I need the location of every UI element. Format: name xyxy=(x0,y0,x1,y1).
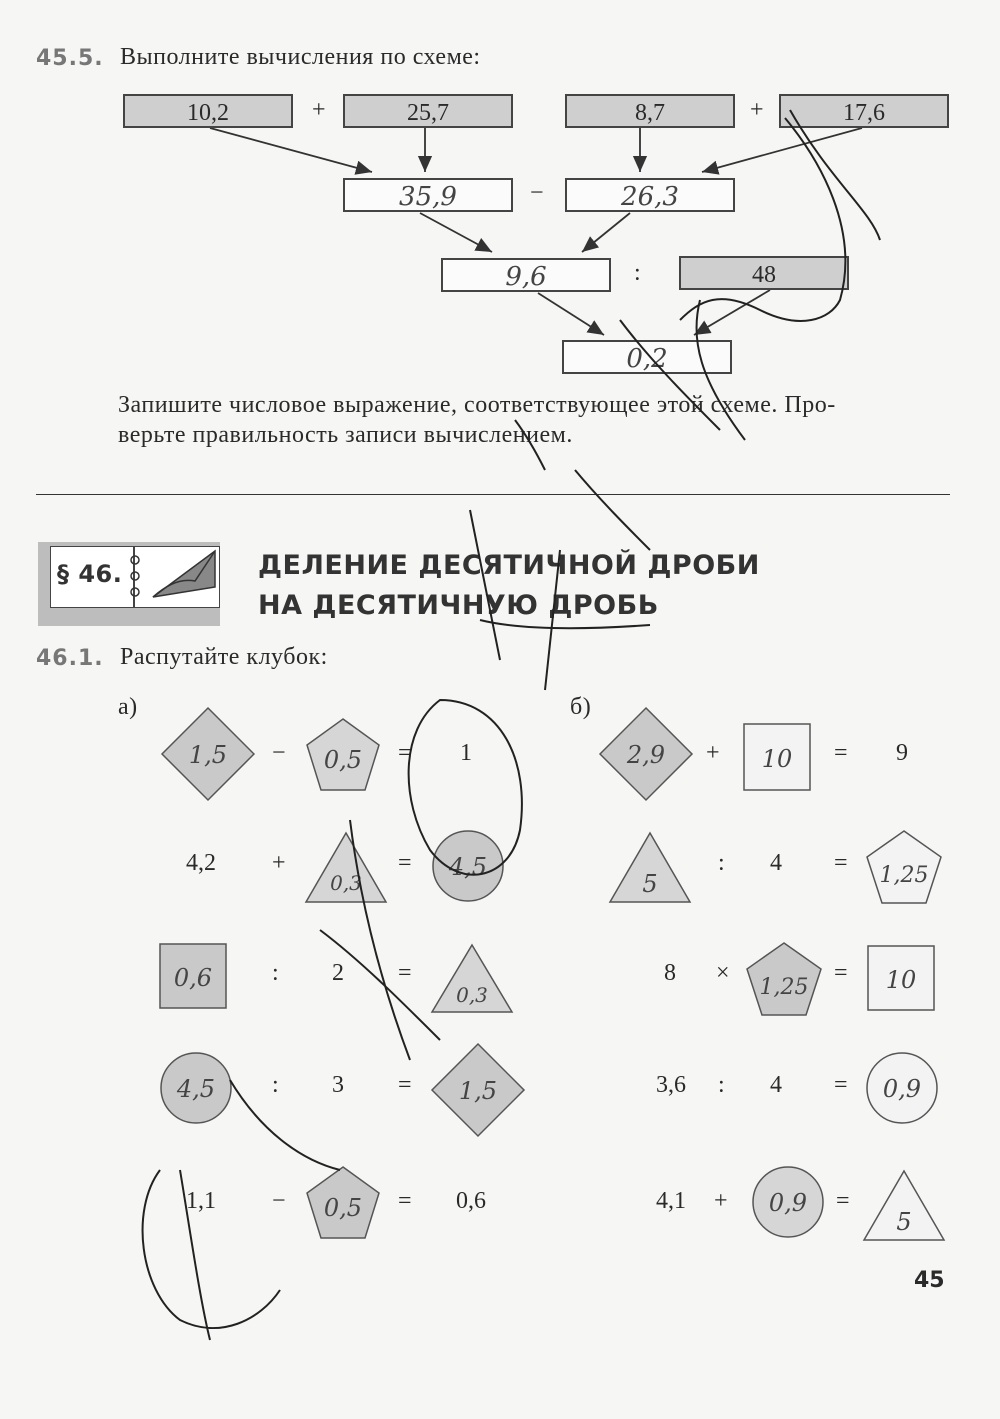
square-shape xyxy=(158,942,228,1010)
circle-shape xyxy=(864,1050,940,1126)
value: 8 xyxy=(664,960,676,986)
triangle-shape xyxy=(430,942,514,1014)
part-a-label: а) xyxy=(118,694,138,720)
pentagon-shape xyxy=(304,716,382,794)
result-value: 9 xyxy=(896,740,908,766)
operator: + xyxy=(714,1188,728,1214)
svg-text:1,5: 1,5 xyxy=(458,1077,498,1105)
scheme-box-sum1: 35,9 xyxy=(343,178,513,212)
svg-text:0,3: 0,3 xyxy=(456,983,488,1007)
value: 2 xyxy=(332,960,344,986)
pentagon-shape xyxy=(744,940,824,1018)
arrow xyxy=(582,213,630,252)
equals-sign: = xyxy=(398,850,412,876)
section-divider xyxy=(36,494,950,495)
exercise-number-45-5: 45.5. xyxy=(36,46,104,71)
triangle-shape xyxy=(862,1168,946,1242)
circle-shape xyxy=(430,828,506,904)
svg-text:0,5: 0,5 xyxy=(323,1194,363,1222)
square-shape xyxy=(866,944,936,1012)
scheme-box-divisor: 48 xyxy=(679,256,849,290)
scheme-box-a: 10,2 xyxy=(123,94,293,128)
operator: : xyxy=(272,960,279,986)
operator: + xyxy=(706,740,720,766)
operator: − xyxy=(272,740,286,766)
value: 1,1 xyxy=(186,1188,216,1214)
diamond-shape xyxy=(430,1042,526,1138)
diamond-shape xyxy=(160,706,256,802)
equals-sign: = xyxy=(398,1072,412,1098)
equals-sign: = xyxy=(398,960,412,986)
triangle-shape xyxy=(304,830,388,904)
equals-sign: = xyxy=(834,960,848,986)
svg-text:5: 5 xyxy=(642,870,658,898)
circle-shape xyxy=(750,1164,826,1240)
square-shape xyxy=(742,722,812,792)
scheme-box-b: 25,7 xyxy=(343,94,513,128)
scheme-box-c: 8,7 xyxy=(565,94,735,128)
operator: × xyxy=(716,960,730,986)
value: 3,6 xyxy=(656,1072,686,1098)
spiral-binding-icon xyxy=(128,552,142,602)
svg-text:4,5: 4,5 xyxy=(448,853,488,881)
equals-sign: = xyxy=(834,1072,848,1098)
page-number: 45 xyxy=(914,1268,945,1293)
equals-sign: = xyxy=(398,740,412,766)
svg-text:10: 10 xyxy=(761,745,793,773)
svg-text:10: 10 xyxy=(885,966,917,994)
plus-sign: + xyxy=(750,97,764,123)
exercise-instruction: Выполните вычисления по схеме: xyxy=(120,44,481,70)
arrow xyxy=(538,293,604,335)
task-text-line1: Запишите числовое выражение, соответствующее этой схеме. Про- xyxy=(118,392,836,418)
svg-text:0,9: 0,9 xyxy=(882,1075,922,1103)
equals-sign: = xyxy=(834,850,848,876)
scheme-box-diff: 9,6 xyxy=(441,258,611,292)
operator: − xyxy=(272,1188,286,1214)
triangle-shape xyxy=(608,830,692,904)
section-badge-notebook-right xyxy=(134,546,220,608)
equals-sign: = xyxy=(834,740,848,766)
value: 3 xyxy=(332,1072,344,1098)
svg-text:0,9: 0,9 xyxy=(768,1189,808,1217)
svg-text:0,6: 0,6 xyxy=(173,964,213,992)
page-curl-icon xyxy=(135,547,219,607)
equals-sign: = xyxy=(398,1188,412,1214)
equals-sign: = xyxy=(836,1188,850,1214)
result-value: 1 xyxy=(460,740,472,766)
plus-sign: + xyxy=(312,97,326,123)
svg-text:0,5: 0,5 xyxy=(323,746,363,774)
operator: : xyxy=(718,850,725,876)
exercise-number-46-1: 46.1. xyxy=(36,646,104,671)
arrow xyxy=(420,213,492,252)
operator: : xyxy=(718,1072,725,1098)
part-b-label: б) xyxy=(570,694,592,720)
task-text-line2: верьте правильность записи вычислением. xyxy=(118,422,573,448)
pentagon-shape xyxy=(864,828,944,906)
value: 4 xyxy=(770,1072,782,1098)
arrow xyxy=(694,290,770,335)
section-badge: § 46. xyxy=(57,560,123,588)
svg-text:0,3: 0,3 xyxy=(330,871,362,895)
svg-text:4,5: 4,5 xyxy=(176,1075,216,1103)
svg-text:1,25: 1,25 xyxy=(879,863,929,888)
division-sign: : xyxy=(634,260,641,286)
scheme-box-sum2: 26,3 xyxy=(565,178,735,212)
section-title-line2: НА ДЕСЯТИЧНУЮ ДРОБЬ xyxy=(258,590,659,621)
scheme-box-result: 0,2 xyxy=(562,340,732,374)
circle-shape xyxy=(158,1050,234,1126)
value: 4,1 xyxy=(656,1188,686,1214)
section-title-line1: ДЕЛЕНИЕ ДЕСЯТИЧНОЙ ДРОБИ xyxy=(258,550,760,581)
value: 4,2 xyxy=(186,850,216,876)
arrow xyxy=(210,128,372,172)
operator: + xyxy=(272,850,286,876)
svg-text:1,25: 1,25 xyxy=(759,975,809,1000)
exercise-instruction: Распутайте клубок: xyxy=(120,644,328,670)
svg-text:5: 5 xyxy=(896,1208,912,1236)
scheme-box-d: 17,6 xyxy=(779,94,949,128)
diamond-shape xyxy=(598,706,694,802)
minus-sign: − xyxy=(530,180,544,206)
svg-text:2,9: 2,9 xyxy=(626,741,666,769)
result-value: 0,6 xyxy=(456,1188,486,1214)
value: 4 xyxy=(770,850,782,876)
arrow xyxy=(702,128,862,172)
svg-text:1,5: 1,5 xyxy=(188,741,228,769)
operator: : xyxy=(272,1072,279,1098)
pentagon-shape xyxy=(304,1164,382,1242)
section-badge-notebook-left xyxy=(50,546,134,608)
